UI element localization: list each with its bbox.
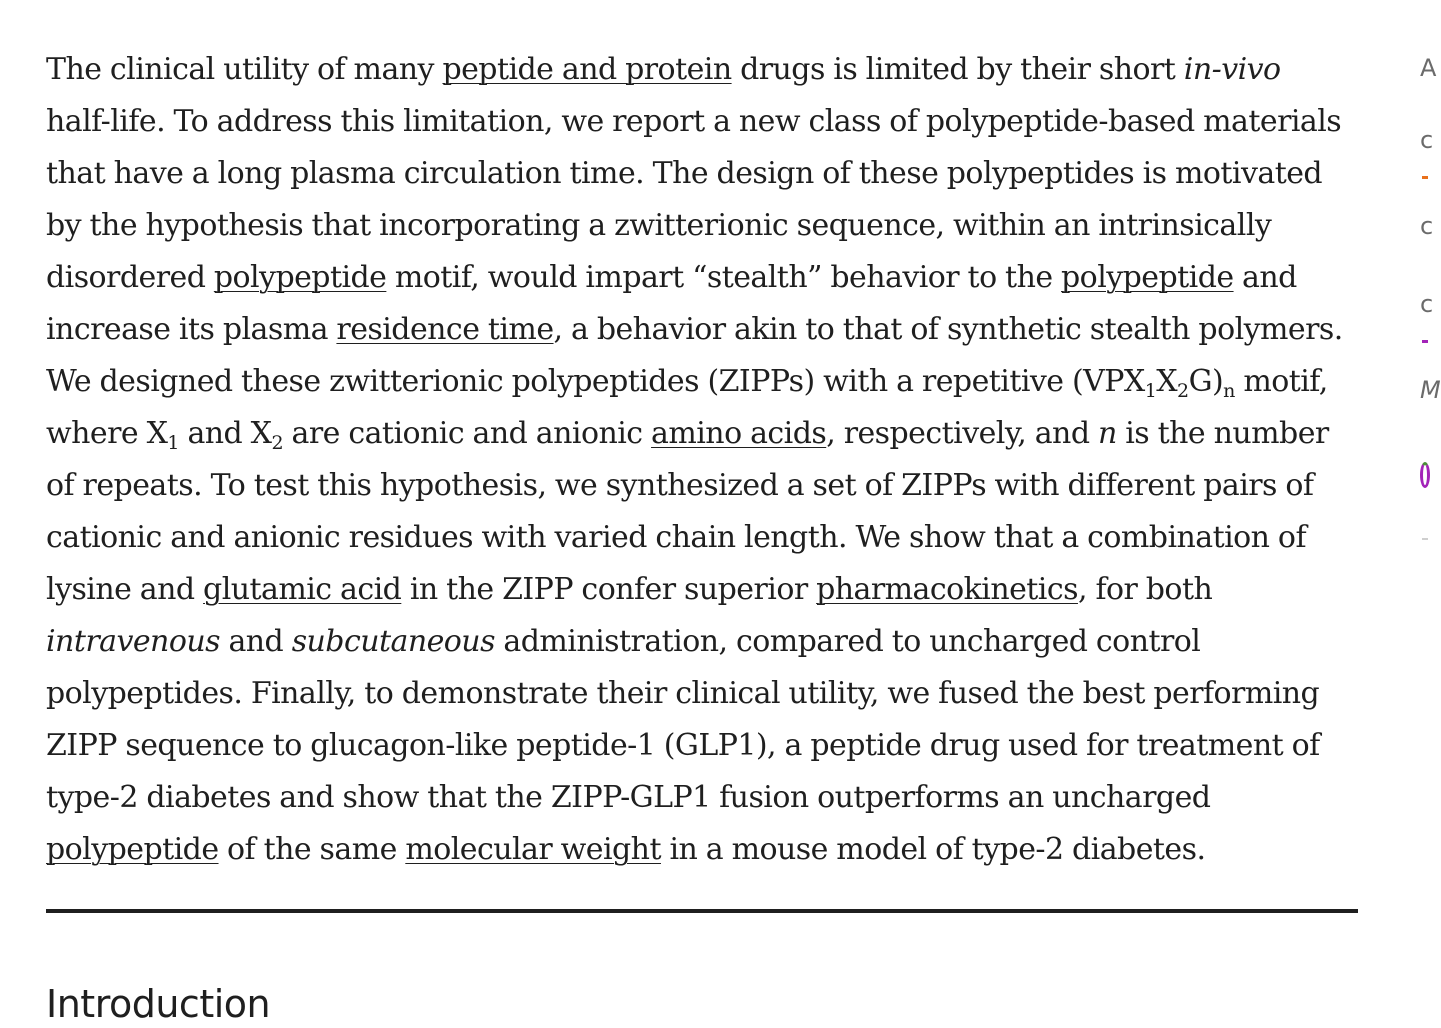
abstract-line <box>46 252 1358 304</box>
sidebar-glyph: c <box>1420 126 1434 154</box>
text-run: that have a long plasma circulation time. The design of these polypeptides is motivated <box>46 156 1323 191</box>
text-run: of the same <box>218 832 406 867</box>
link-polypeptide[interactable]: polypeptide <box>213 260 387 295</box>
text-run: and X <box>178 416 272 451</box>
text-run: polypeptides. Finally, to demonstrate their clinical utility, we fused the best performing <box>46 676 1320 711</box>
text-run: in a mouse model of type-2 diabetes. <box>660 832 1206 867</box>
text-run: , for both <box>1077 572 1213 607</box>
text-run: is the number <box>1116 416 1329 451</box>
link-polypeptide[interactable]: polypeptide <box>1061 260 1234 295</box>
text-run: motif, <box>1234 364 1328 399</box>
text-run: increase its plasma <box>46 312 337 347</box>
abstract-line <box>46 824 1358 876</box>
abstract-line <box>46 668 1358 720</box>
abstract-line <box>46 616 1358 668</box>
text-run: , respectively, and <box>826 416 1098 451</box>
subscript: 2 <box>271 432 284 454</box>
sidebar-glyph: A <box>1420 54 1437 82</box>
text-run: half-life. To address this limitation, we report a new class of polypeptide-based materials <box>46 104 1342 139</box>
italic-term: in-vivo <box>1183 52 1281 87</box>
sidebar-divider <box>1422 538 1428 540</box>
link-peptide-and-protein[interactable]: peptide and protein <box>442 52 732 87</box>
text-run: type-2 diabetes and show that the ZIPP-GLP1 fusion outperforms an uncharged <box>46 780 1211 815</box>
text-run: and <box>219 624 292 659</box>
subscript: n <box>1223 380 1235 402</box>
sidebar-glyph: c <box>1420 212 1434 240</box>
italic-term: n <box>1097 416 1117 451</box>
subscript: 2 <box>1177 380 1189 402</box>
right-sidebar-edge <box>1418 0 1441 1018</box>
link-residence-time[interactable]: residence time <box>336 312 554 347</box>
text-run: where X <box>46 416 168 451</box>
text-run: are cationic and anionic <box>283 416 652 451</box>
link-molecular-weight[interactable]: molecular weight <box>405 832 661 867</box>
italic-term: intravenous <box>46 624 220 659</box>
text-run: , a behavior akin to that of synthetic stealth polymers. <box>553 312 1343 347</box>
abstract-line <box>46 720 1358 772</box>
link-amino-acids[interactable]: amino acids <box>651 416 827 451</box>
sidebar-glyph: c <box>1420 290 1434 318</box>
text-run: administration, compared to uncharged control <box>494 624 1201 659</box>
text-run: lysine and <box>46 572 204 607</box>
sidebar-altmetric-icon[interactable] <box>1420 462 1430 488</box>
text-run: G) <box>1188 364 1224 399</box>
text-run: ZIPP sequence to glucagon-like peptide-1 (GLP1), a peptide drug used for treatment of <box>46 728 1320 763</box>
text-run: X <box>1156 364 1178 399</box>
sidebar-accent-orange <box>1422 176 1428 179</box>
section-heading-introduction: Introduction <box>46 982 271 1026</box>
abstract-line <box>46 148 1358 200</box>
italic-term: subcutaneous <box>291 624 495 659</box>
text-run: cationic and anionic residues with varied chain length. We show that a combination of <box>46 520 1306 555</box>
subscript: 1 <box>167 432 179 454</box>
abstract-line <box>46 512 1358 564</box>
abstract-line <box>46 408 1358 460</box>
link-polypeptide[interactable]: polypeptide <box>46 832 219 867</box>
link-glutamic-acid[interactable]: glutamic acid <box>203 572 402 607</box>
text-run: The clinical utility of many <box>46 52 443 87</box>
abstract-line <box>46 44 1358 96</box>
abstract-line <box>46 564 1358 616</box>
section-divider <box>46 909 1358 913</box>
text-run: by the hypothesis that incorporating a zwitterionic sequence, within an intrinsically <box>46 208 1272 243</box>
text-run: disordered <box>46 260 214 295</box>
link-pharmacokinetics[interactable]: pharmacokinetics <box>816 572 1078 607</box>
subscript: 1 <box>1144 380 1157 402</box>
abstract-line <box>46 304 1358 356</box>
text-run: in the ZIPP confer superior <box>401 572 817 607</box>
text-run: drugs is limited by their short <box>731 52 1184 87</box>
sidebar-accent-purple <box>1422 340 1428 343</box>
abstract-line <box>46 772 1358 824</box>
sidebar-glyph: M <box>1420 376 1441 404</box>
abstract-line <box>46 460 1358 512</box>
text-run: We designed these zwitterionic polypeptides (ZIPPs) with a repetitive (VPX <box>46 364 1145 399</box>
abstract-text <box>46 44 1358 876</box>
abstract-line <box>46 200 1358 252</box>
abstract-line <box>46 356 1358 408</box>
abstract-line <box>46 96 1358 148</box>
text-run: motif, would impart “stealth” behavior to the <box>386 260 1062 295</box>
text-run: of repeats. To test this hypothesis, we synthesized a set of ZIPPs with different pairs of <box>46 468 1314 503</box>
text-run: and <box>1233 260 1297 295</box>
